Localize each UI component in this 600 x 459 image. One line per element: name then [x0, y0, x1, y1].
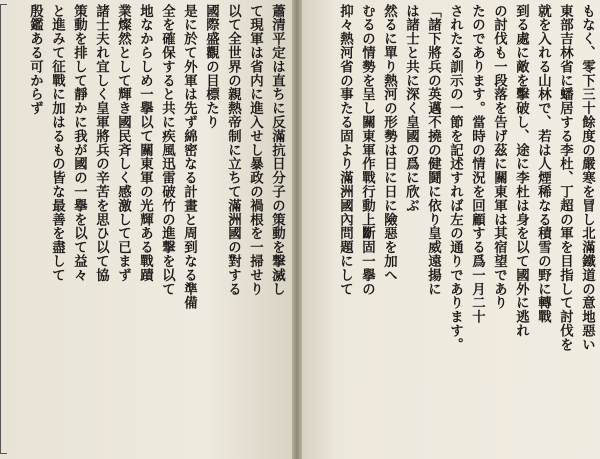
text-column: 抑々熱河省の事たる固より滿洲國內問題にして: [337, 4, 354, 296]
text-column: 全を確保すると共に疾風迅雷破竹の進撃を以て: [159, 4, 176, 296]
text-column: 國際盛觀の目標たり: [203, 4, 220, 130]
text-column: 地なからしめ一擧以て關東軍の光輝ある戰蹟: [137, 4, 154, 282]
text-column: 然るに單り熱河の形勢は日に日に險惡を加へ: [381, 4, 398, 282]
text-column: 「諸下將兵の英邁不撓の健鬪に依り皇威遠揚に: [425, 4, 442, 296]
text-column: と進みて征戰に加はるもの皆な最善を盡して: [49, 4, 66, 282]
right-page: [302, 0, 600, 459]
text-column: 業燦然として輝き國民斉しく感激して已まず: [115, 4, 132, 282]
text-column: 以て全世界の親熱帝制に立ちて滿洲國の對する: [225, 4, 242, 296]
text-column: たのであります。當時の情況を回顧する爲一月二十: [469, 4, 486, 324]
text-column: 蕭清平定は直ちに反滿抗日分子の策動を撃滅し: [269, 4, 286, 296]
text-column: されたる訓示の一節を記述すれば左の通りであります。: [447, 4, 464, 352]
book-gutter: [292, 0, 302, 459]
text-column: むるの情勢を呈し關東軍作戰行動上斷固一擧の: [359, 4, 376, 296]
text-column: は諸士と共に深く皇國の爲に欣ぶ: [403, 4, 420, 213]
text-column: 諸士夫れ宜しく皇軍將兵の辛苦を思ひ以て協: [93, 4, 110, 282]
text-column: の討伐も一段落を告げ茲に關東軍は其宿望であり: [491, 4, 508, 310]
text-column: 東部吉林省に蟠居する李杜、丁超の軍を目指して討伐を: [557, 4, 574, 352]
text-column: 就を入れる山林で、若は人煙稀なる積雪の野に轉戰: [535, 4, 552, 324]
text-column: 是に於て外軍は先ず綿密なる計畫と周到なる準備: [181, 4, 198, 310]
left-margin-bracket: [0, 4, 7, 454]
text-column: 到る處に敵を擊破し、途に李杜は身を以て國外に逃れ: [513, 4, 530, 338]
text-column: 策動を排して靜かに我が國の一擧を以て益々: [71, 4, 88, 282]
text-column: もなく、零下三十餘度の嚴寒を冒し北滿鐵道の意地惡い: [579, 4, 596, 352]
text-column: 殷鑑ある可からず: [27, 4, 44, 116]
left-page: [0, 0, 292, 459]
text-column: て現軍は省内に進入せし暴政の禍根を一掃せり: [247, 4, 264, 296]
